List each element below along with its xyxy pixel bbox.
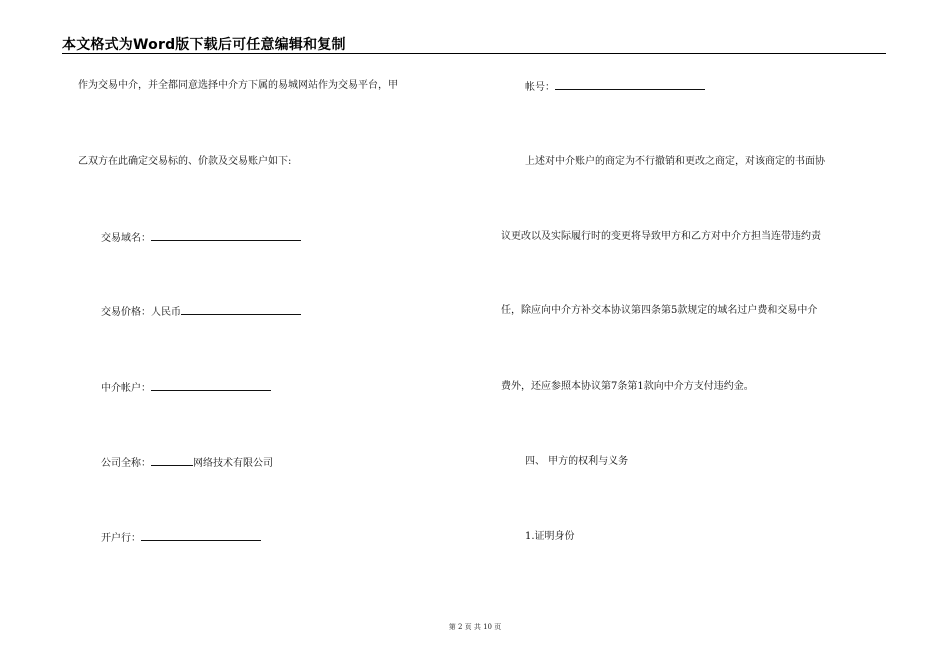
- right-paragraph-line-4: 费外，还应参照本协议第7条第1款向中介方支付违约金。: [501, 381, 754, 392]
- right-paragraph-line-3: 任，除应向中介方补交本协议第四条第5款规定的域名过户费和交易中介: [501, 305, 818, 316]
- bank-label: 开户行：: [101, 533, 141, 544]
- agent-account-field-row: [101, 380, 271, 396]
- document-header-title: 本文格式为Word版下载后可任意编辑和复制: [62, 37, 346, 53]
- section-heading: 四、 甲方的权利与义务: [525, 456, 629, 467]
- list-item-1: 1.证明身份: [525, 531, 575, 542]
- header-divider: [62, 53, 886, 54]
- account-blank-line: [555, 79, 705, 90]
- domain-label: 交易域名：: [101, 233, 151, 244]
- right-paragraph-line-2: 议更改以及实际履行时的变更将导致甲方和乙方对中介方担当连带违约责: [501, 231, 821, 242]
- bank-blank-line: [141, 530, 261, 541]
- company-label: 公司全称：: [101, 458, 151, 469]
- agent-account-blank-line: [151, 380, 271, 391]
- company-field-row: [101, 455, 273, 471]
- right-paragraph-line-1: 上述对中介账户的商定为不行撤销和更改之商定，对该商定的书面协: [525, 156, 825, 167]
- company-blank-line: [151, 455, 193, 466]
- domain-blank-line: [151, 230, 301, 241]
- price-field-row: [101, 304, 301, 320]
- left-paragraph-line-1: 作为交易中介，并全都同意选择中介方下属的易城网站作为交易平台，甲: [78, 80, 398, 91]
- price-label: 交易价格：人民币: [101, 307, 181, 318]
- company-suffix: 网络技术有限公司: [193, 458, 273, 469]
- account-field-row: [525, 79, 705, 95]
- agent-account-label: 中介帐户：: [101, 383, 151, 394]
- price-blank-line: [181, 304, 301, 315]
- domain-field-row: [101, 230, 301, 246]
- left-paragraph-line-2: 乙双方在此确定交易标的、价款及交易账户如下:: [78, 156, 292, 167]
- page-number-footer: 第 2 页 共 10 页: [448, 623, 502, 631]
- bank-field-row: [101, 530, 261, 546]
- account-label: 帐号：: [525, 82, 555, 93]
